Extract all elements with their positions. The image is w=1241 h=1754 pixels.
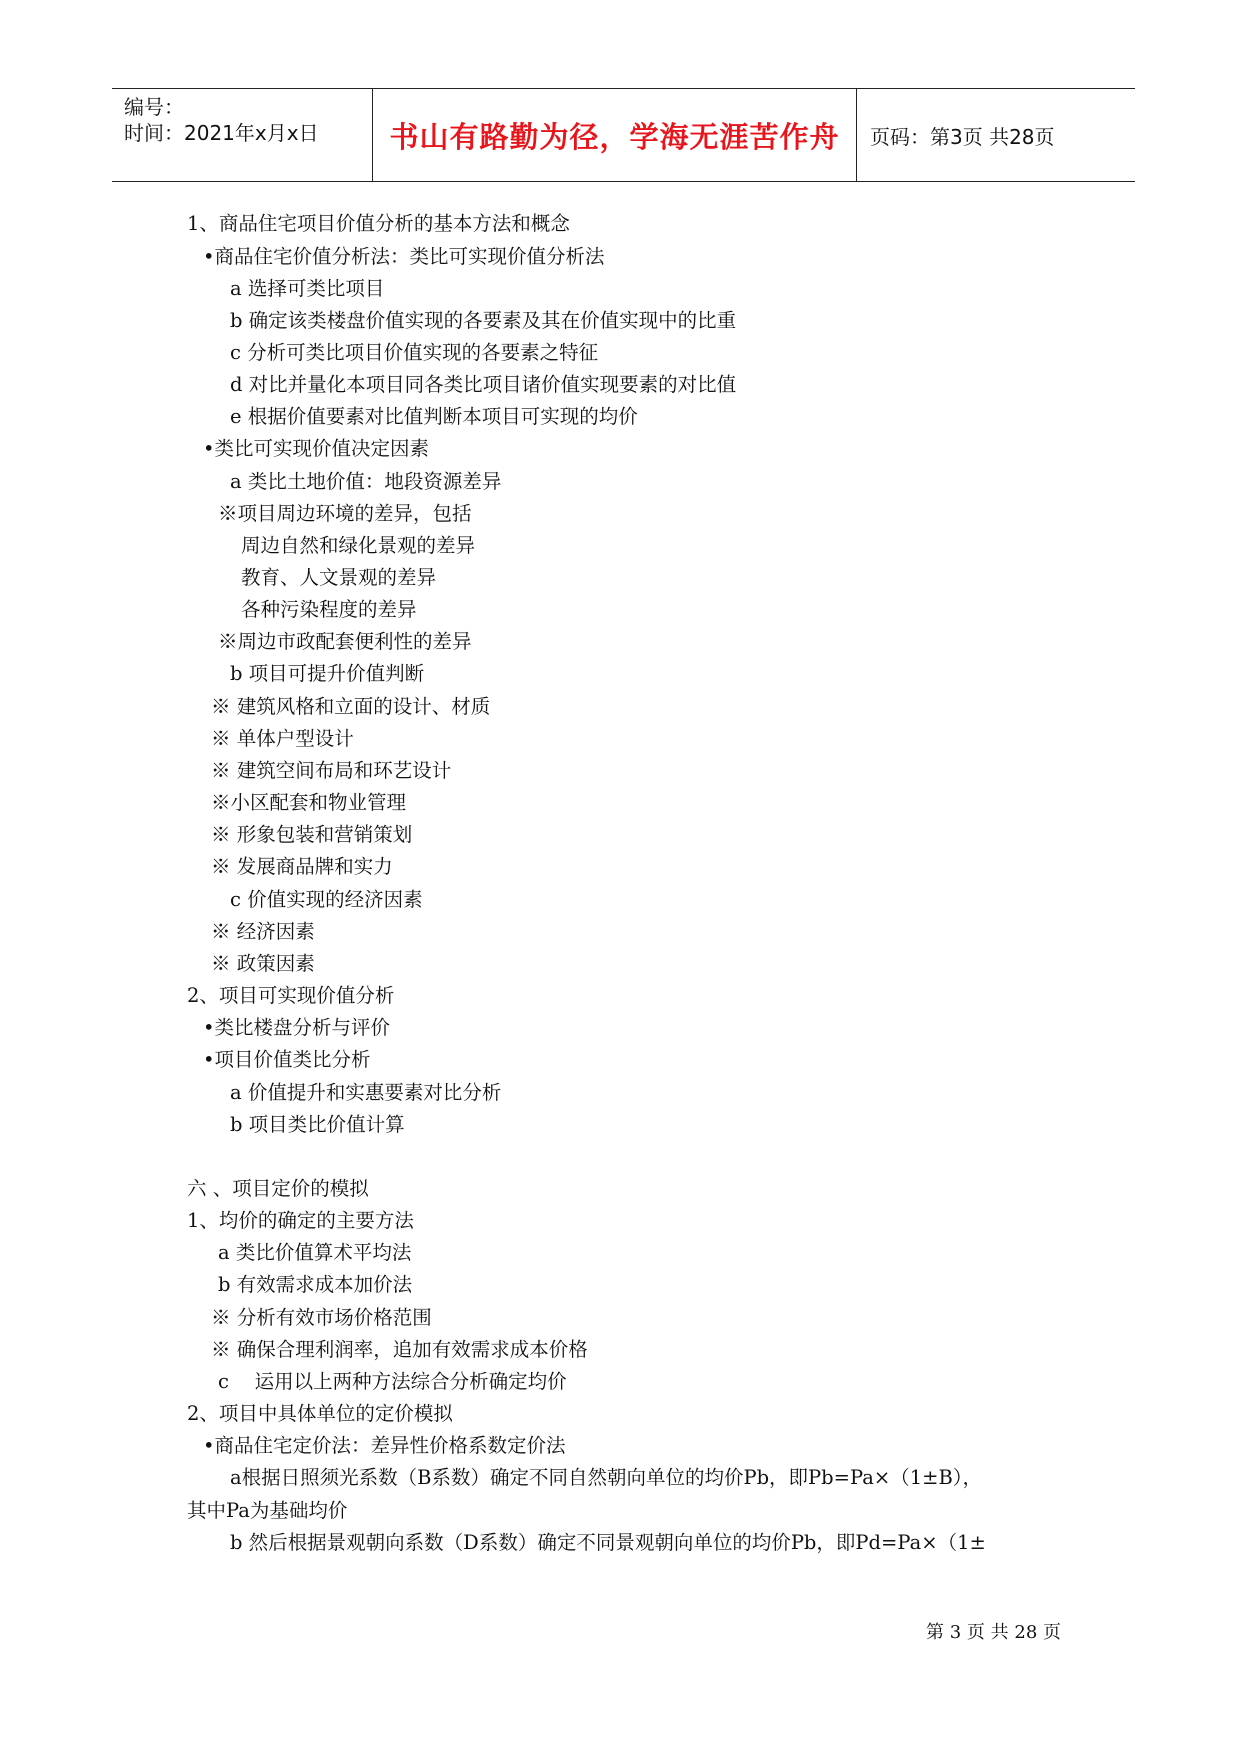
body-line: b 有效需求成本加价法 (218, 1273, 413, 1296)
body-line: 其中Pa为基础均价 (187, 1499, 348, 1522)
body-line: a 选择可类比项目 (230, 277, 385, 300)
body-line: b 确定该类楼盘价值实现的各要素及其在价值实现中的比重 (230, 309, 737, 332)
body-line: 教育、人文景观的差异 (241, 566, 437, 589)
body-line: ※ 政策因素 (211, 952, 315, 975)
body-line: c 运用以上两种方法综合分析确定均价 (218, 1370, 567, 1393)
header-motto: 书山有路勤为径，学海无涯苦作舟 (389, 119, 840, 154)
body-line: b 然后根据景观朝向系数（D系数）确定不同景观朝向单位的均价Pb，即Pd=Pa×（1± (230, 1531, 986, 1554)
body-line: •商品住宅定价法：差异性价格系数定价法 (203, 1434, 566, 1457)
body-line: ※ 形象包装和营销策划 (211, 823, 413, 846)
body-line: d 对比并量化本项目同各类比项目诸价值实现要素的对比值 (230, 373, 737, 396)
page-header (112, 88, 1135, 182)
body-line: •商品住宅价值分析法：类比可实现价值分析法 (203, 245, 605, 268)
body-line: ※周边市政配套便利性的差异 (218, 630, 472, 653)
body-line: •项目价值类比分析 (203, 1048, 371, 1071)
body-line: ※ 建筑风格和立面的设计、材质 (211, 695, 491, 718)
body-line: b 项目可提升价值判断 (230, 662, 425, 685)
header-motto-cell (373, 89, 857, 181)
body-line: 2、项目可实现价值分析 (187, 984, 395, 1007)
document-time-label: 时间：2021年x月x日 (124, 121, 319, 145)
section-heading: 六 、项目定价的模拟 (187, 1177, 369, 1200)
body-line: ※ 分析有效市场价格范围 (211, 1306, 432, 1329)
header-page-cell (858, 89, 1135, 181)
body-line: a 类比价值算术平均法 (218, 1241, 412, 1264)
body-line: •类比楼盘分析与评价 (203, 1016, 391, 1039)
body-line: ※ 经济因素 (211, 920, 315, 943)
body-line: 周边自然和绿化景观的差异 (241, 534, 476, 557)
body-line: 1、均价的确定的主要方法 (187, 1209, 414, 1232)
page-footer: 第 3 页 共 28 页 (926, 1622, 1061, 1643)
body-line: •类比可实现价值决定因素 (203, 437, 430, 460)
body-line: ※项目周边环境的差异，包括 (218, 502, 472, 525)
body-line: 2、项目中具体单位的定价模拟 (187, 1402, 453, 1425)
header-meta-cell (112, 89, 373, 181)
body-line: b 项目类比价值计算 (230, 1113, 405, 1136)
document-number-label: 编号： (124, 95, 184, 119)
body-line: 1、商品住宅项目价值分析的基本方法和概念 (187, 212, 570, 235)
body-line: e 根据价值要素对比值判断本项目可实现的均价 (230, 405, 638, 428)
header-page-number: 页码：第3页 共28页 (870, 124, 1055, 149)
body-line: a 类比土地价值：地段资源差异 (230, 470, 502, 493)
body-line: 各种污染程度的差异 (241, 598, 417, 621)
body-line: c 分析可类比项目价值实现的各要素之特征 (230, 341, 599, 364)
body-line: a根据日照须光系数（B系数）确定不同自然朝向单位的均价Pb，即Pb=Pa×（1±B）， (230, 1466, 983, 1489)
body-line: ※小区配套和物业管理 (211, 791, 407, 814)
body-line: ※ 发展商品牌和实力 (211, 855, 393, 878)
body-line: ※ 单体户型设计 (211, 727, 354, 750)
body-line: a 价值提升和实惠要素对比分析 (230, 1081, 502, 1104)
body-line: c 价值实现的经济因素 (230, 888, 423, 911)
body-line: ※ 确保合理利润率，追加有效需求成本价格 (211, 1338, 588, 1361)
body-line: ※ 建筑空间布局和环艺设计 (211, 759, 452, 782)
